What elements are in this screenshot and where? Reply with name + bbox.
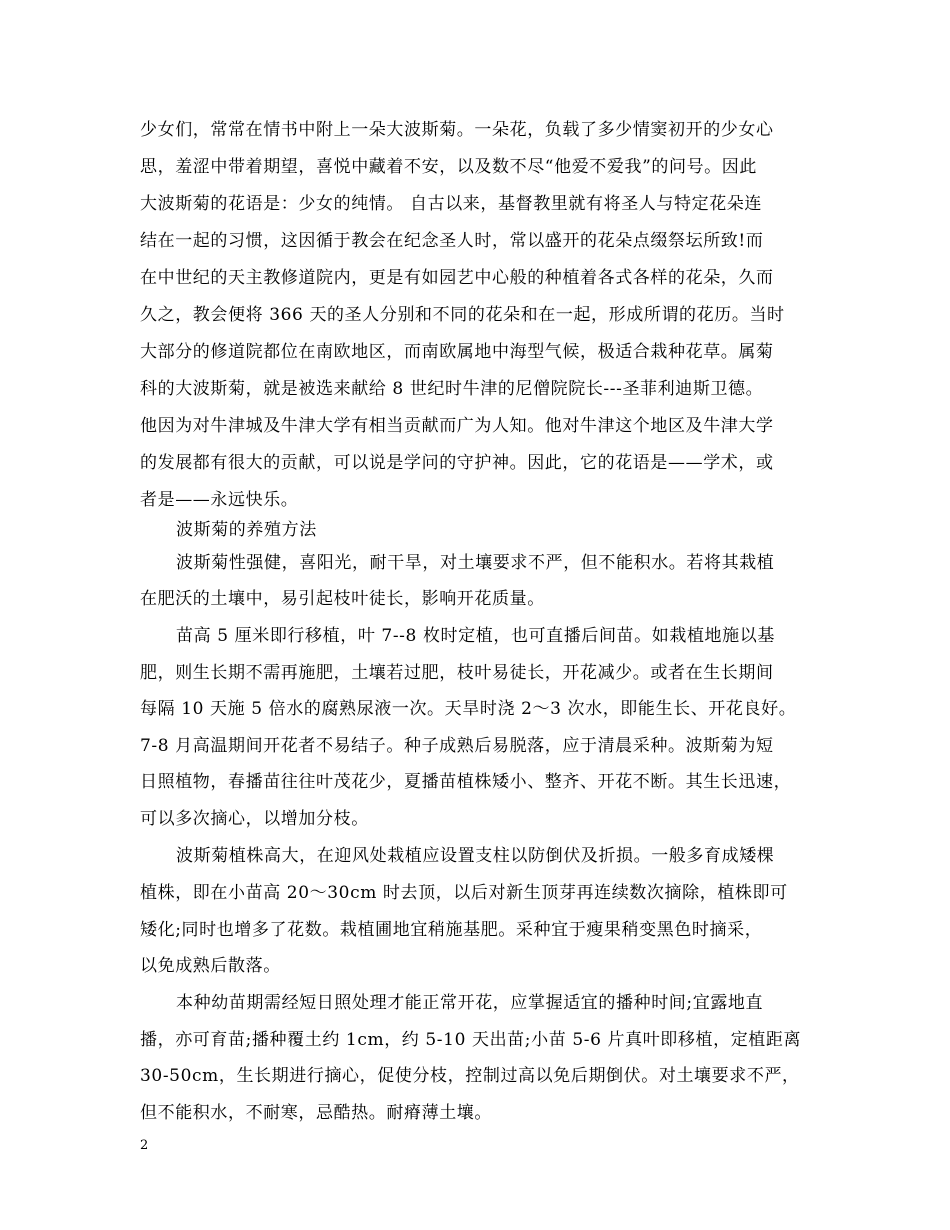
text-line: 大波斯菊的花语是：少女的纯情。 自古以来，基督教里就有将圣人与特定花朵连	[140, 194, 763, 214]
text-line: 他因为对牛津城及牛津大学有相当贡献而广为人知。他对牛津这个地区及牛津大学	[140, 416, 774, 436]
text-line: 的发展都有很大的贡献，可以说是学问的守护神。因此，它的花语是——学术，或	[140, 453, 774, 473]
text-line: 思，羞涩中带着期望，喜悦中藏着不安，以及数不尽“他爱不爱我”的问号。因此	[140, 157, 757, 177]
text-line: 植株，即在小苗高 20～30cm 时去顶，以后对新生顶芽再连续数次摘除，植株即可	[140, 883, 788, 903]
text-line: 矮化;同时也增多了花数。栽植圃地宜稍施基肥。采种宜于瘦果稍变黑色时摘采，	[140, 920, 763, 940]
paragraph-first-line: 苗高 5 厘米即行移植，叶 7--8 枚时定植，也可直播后间苗。如栽植地施以基	[176, 626, 775, 646]
text-line: 播，亦可育苗;播种覆土约 1cm，约 5-10 天出苗;小苗 5-6 片真叶即移植，定植距离	[140, 1030, 802, 1050]
page-number: 2	[140, 1138, 149, 1153]
paragraph-first-line: 波斯菊植株高大，在迎风处栽植应设置支柱以防倒伏及折损。一般多育成矮棵	[176, 846, 775, 866]
text-line: 少女们，常常在情书中附上一朵大波斯菊。一朵花，负载了多少情窦初开的少女心	[140, 120, 774, 140]
paragraph-first-line: 波斯菊性强健，喜阳光，耐干旱，对土壤要求不严，但不能积水。若将其栽植	[176, 553, 775, 573]
text-line: 日照植物，春播苗往往叶茂花少，夏播苗植株矮小、整齐、开花不断。其生长迅速，	[140, 772, 792, 792]
text-line: 每隔 10 天施 5 倍水的腐熟尿液一次。天旱时浇 2～3 次水，即能生长、开花良好。	[140, 699, 797, 719]
text-line: 大部分的修道院都位在南欧地区，而南欧属地中海型气候，极适合栽种花草。属菊	[140, 342, 774, 362]
text-line: 者是——永远快乐。	[140, 490, 299, 510]
text-line: 科的大波斯菊，就是被选来献给 8 世纪时牛津的尼僧院院长---圣菲利迪斯卫德。	[140, 379, 764, 399]
text-line: 结在一起的习惯，这因循于教会在纪念圣人时，常以盛开的花朵点缀祭坛所致!而	[140, 231, 764, 251]
paragraph-first-line: 本种幼苗期需经短日照处理才能正常开花，应掌握适宜的播种时间;宜露地直	[176, 993, 764, 1013]
text-line: 在中世纪的天主教修道院内，更是有如园艺中心般的种植着各式各样的花朵，久而	[140, 268, 774, 288]
text-line: 但不能积水，不耐寒，忌酷热。耐瘠薄土壤。	[140, 1103, 492, 1123]
text-line: 久之，教会便将 366 天的圣人分别和不同的花朵和在一起，形成所谓的花历。当时	[140, 305, 785, 325]
text-line: 肥，则生长期不需再施肥，土壤若过肥，枝叶易徒长，开花减少。或者在生长期间	[140, 663, 774, 683]
section-heading: 波斯菊的养殖方法	[176, 520, 317, 540]
text-line: 在肥沃的土壤中，易引起枝叶徒长，影响开花质量。	[140, 589, 545, 609]
text-line: 可以多次摘心，以增加分枝。	[140, 809, 369, 829]
text-line: 7-8 月高温期间开花者不易结子。种子成熟后易脱落，应于清晨采种。波斯菊为短	[140, 736, 774, 756]
text-line: 以免成熟后散落。	[140, 956, 281, 976]
text-line: 30-50cm，生长期进行摘心，促使分枝，控制过高以免后期倒伏。对土壤要求不严，	[140, 1066, 800, 1086]
